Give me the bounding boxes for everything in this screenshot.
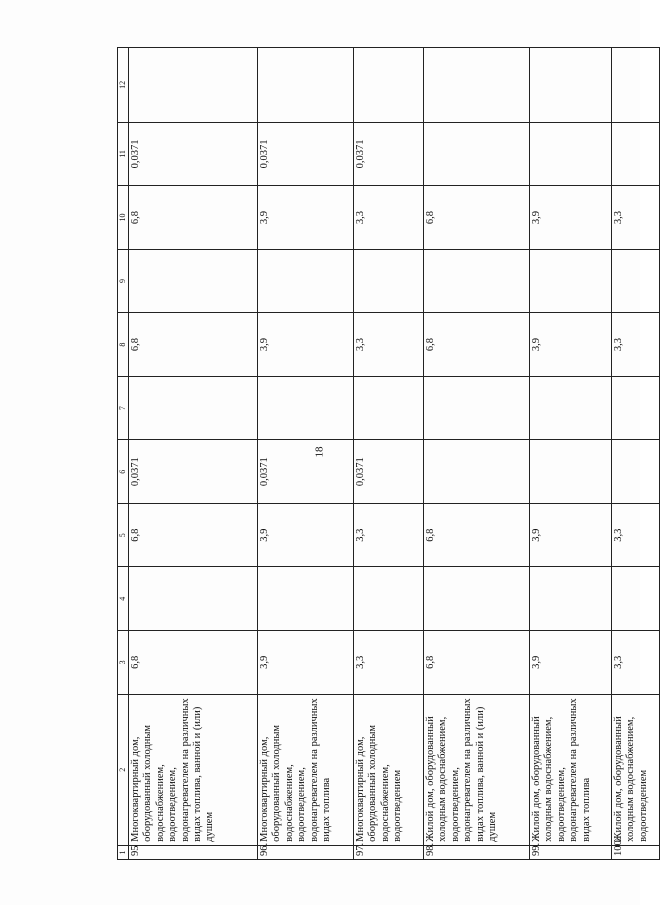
cell-col-11 <box>612 122 660 186</box>
row-number: 100. <box>612 845 660 859</box>
cell-col-3: 6,8 <box>129 631 258 695</box>
cell-col-6: 0,0371 <box>258 440 354 504</box>
cell-col-6 <box>424 440 530 504</box>
cell-col-10: 3,9 <box>258 186 354 250</box>
table-row <box>612 48 660 860</box>
cell-col-6: 0,0371 <box>129 440 258 504</box>
dwelling-description: Многоквартирный дом, оборудованный холодным водоснабжением, водоотведением, водонагревателем на различных видах топлива <box>258 694 354 845</box>
cell-col-5: 3,3 <box>354 503 424 567</box>
table-body <box>129 48 660 860</box>
column-header-2: 2 <box>118 694 129 845</box>
column-header-3: 3 <box>118 631 129 695</box>
cell-col-6 <box>530 440 612 504</box>
dwelling-description: Жилой дом, оборудованный холодным водоснабжением, водоотведением, водонагревателем на различных видах топлива, ванной и (или) душем <box>424 694 530 845</box>
row-number: 99. <box>530 845 612 859</box>
table-row <box>258 48 354 860</box>
cell-col-7 <box>612 376 660 440</box>
column-header-12: 12 <box>118 48 129 123</box>
row-number: 95 <box>129 845 258 859</box>
column-header-9: 9 <box>118 249 129 313</box>
column-header-5: 5 <box>118 503 129 567</box>
cell-col-9 <box>530 249 612 313</box>
cell-col-8: 3,3 <box>612 313 660 377</box>
cell-col-10: 3,9 <box>530 186 612 250</box>
cell-col-12 <box>354 48 424 123</box>
cell-col-11 <box>424 122 530 186</box>
cell-col-4 <box>354 567 424 631</box>
cell-col-5: 3,9 <box>258 503 354 567</box>
dwelling-description: Жилой дом, оборудованный холодным водоснабжением, водоотведением <box>612 694 660 845</box>
cell-col-12 <box>129 48 258 123</box>
cell-col-5: 6,8 <box>129 503 258 567</box>
cell-col-5: 3,3 <box>612 503 660 567</box>
data-table <box>117 47 660 860</box>
table-row <box>424 48 530 860</box>
cell-col-7 <box>129 376 258 440</box>
cell-col-10: 6,8 <box>424 186 530 250</box>
cell-col-10: 6,8 <box>129 186 258 250</box>
cell-col-4 <box>129 567 258 631</box>
row-number: 97. <box>354 845 424 859</box>
cell-col-10: 3,3 <box>354 186 424 250</box>
cell-col-3: 3,3 <box>354 631 424 695</box>
cell-col-12 <box>612 48 660 123</box>
cell-col-6 <box>612 440 660 504</box>
column-header-11: 11 <box>118 122 129 186</box>
cell-col-4 <box>612 567 660 631</box>
page-number: 18 <box>313 446 326 458</box>
row-number: 96. <box>258 845 354 859</box>
dwelling-description: Многоквартирный дом, оборудованный холодным водоснабжением, водоотведением, водонагревателем на различных видах топлива, ванной и (или) душем <box>129 694 258 845</box>
cell-col-6: 0,0371 <box>354 440 424 504</box>
cell-col-9 <box>424 249 530 313</box>
row-number: 98. <box>424 845 530 859</box>
cell-col-9 <box>129 249 258 313</box>
cell-col-11: 0,0371 <box>258 122 354 186</box>
cell-col-11: 0,0371 <box>129 122 258 186</box>
header-row <box>118 48 129 860</box>
column-header-4: 4 <box>118 567 129 631</box>
cell-col-12 <box>530 48 612 123</box>
cell-col-8: 6,8 <box>129 313 258 377</box>
cell-col-7 <box>258 376 354 440</box>
cell-col-8: 6,8 <box>424 313 530 377</box>
cell-col-5: 6,8 <box>424 503 530 567</box>
cell-col-8: 3,9 <box>530 313 612 377</box>
cell-col-3: 3,9 <box>258 631 354 695</box>
cell-col-3: 3,9 <box>530 631 612 695</box>
cell-col-12 <box>424 48 530 123</box>
column-header-6: 6 <box>118 440 129 504</box>
column-header-7: 7 <box>118 376 129 440</box>
cell-col-11 <box>530 122 612 186</box>
cell-col-7 <box>530 376 612 440</box>
cell-col-10: 3,3 <box>612 186 660 250</box>
rotated-table-container <box>117 47 649 860</box>
cell-col-3: 6,8 <box>424 631 530 695</box>
cell-col-4 <box>424 567 530 631</box>
cell-col-3: 3,3 <box>612 631 660 695</box>
cell-col-7 <box>424 376 530 440</box>
cell-col-4 <box>258 567 354 631</box>
table-row <box>354 48 424 860</box>
column-header-10: 10 <box>118 186 129 250</box>
table-row <box>129 48 258 860</box>
dwelling-description: Многоквартирный дом, оборудованный холодным водоснабжением, водоотведением <box>354 694 424 845</box>
column-header-1: 1 <box>118 845 129 859</box>
cell-col-9 <box>354 249 424 313</box>
column-header-8: 8 <box>118 313 129 377</box>
cell-col-8: 3,9 <box>258 313 354 377</box>
cell-col-9 <box>258 249 354 313</box>
cell-col-8: 3,3 <box>354 313 424 377</box>
cell-col-11: 0,0371 <box>354 122 424 186</box>
cell-col-4 <box>530 567 612 631</box>
cell-col-12 <box>258 48 354 123</box>
cell-col-7 <box>354 376 424 440</box>
dwelling-description: Жилой дом, оборудованный холодным водоснабжением, водоотведением, водонагревателем на различных видах топлива <box>530 694 612 845</box>
table-row <box>530 48 612 860</box>
cell-col-5: 3,9 <box>530 503 612 567</box>
cell-col-9 <box>612 249 660 313</box>
